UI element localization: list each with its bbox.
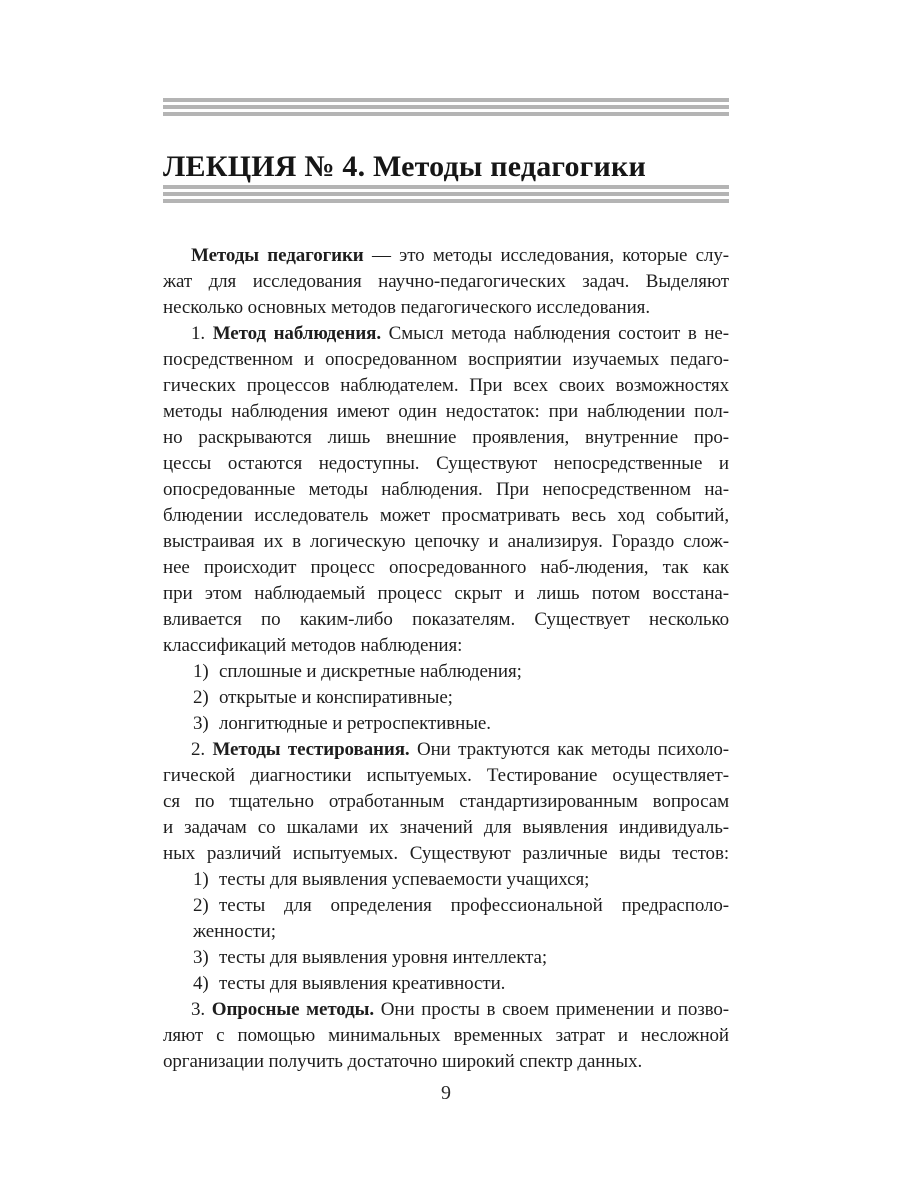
text-line: 2) тесты для определения профессиональной предрасполо- xyxy=(163,893,729,919)
text-line: вливается по каким-либо показателям. Существует несколько xyxy=(163,609,729,630)
text-line: гических процессов наблюдателем. При всех своих возможностях xyxy=(163,375,729,396)
text-line: но раскрываются лишь внешние проявления, внутренние про- xyxy=(163,427,729,448)
paragraph xyxy=(163,243,729,321)
text-line: 3. Опросные методы. Они просты в своем применении и позво- xyxy=(191,999,729,1020)
text-line: Методы педагогики — это методы исследования, которые слу- xyxy=(191,245,729,266)
text-line: 3) тесты для выявления уровня интеллекта; xyxy=(163,945,729,971)
text-line: 1. Метод наблюдения. Смысл метода наблюдения состоит в не- xyxy=(191,323,729,344)
text-line: классификаций методов наблюдения: xyxy=(163,635,463,656)
list-marker: 3) xyxy=(193,947,209,968)
text-line: цессы остаются недоступны. Существуют непосредственные и xyxy=(163,453,729,474)
chapter-title: ЛЕКЦИЯ № 4. Методы педагогики xyxy=(163,150,646,184)
text-line: 1) сплошные и дискретные наблюдения; xyxy=(163,659,729,685)
decorative-rule-top xyxy=(163,98,729,116)
list-marker: 1) xyxy=(193,661,209,682)
text-line: блюдении исследователь может просматривать весь ход событий, xyxy=(163,505,729,526)
text-line: гической диагностики испытуемых. Тестирование осуществляет- xyxy=(163,765,729,786)
lecture-body xyxy=(163,243,729,1075)
text-line: жат для исследования научно-педагогических задач. Выделяют xyxy=(163,271,729,292)
text-line: опосредованные методы наблюдения. При непосредственном на- xyxy=(163,479,729,500)
text-line: несколько основных методов педагогического исследования. xyxy=(163,297,650,318)
text-line: организации получить достаточно широкий спектр данных. xyxy=(163,1051,643,1072)
list-item xyxy=(163,945,729,971)
text-line: 2. Методы тестирования. Они трактуются как методы психоло- xyxy=(191,739,729,760)
list-marker: 4) xyxy=(193,973,209,994)
rule-bar xyxy=(163,192,729,196)
list-item xyxy=(163,711,729,737)
list-item xyxy=(163,659,729,685)
list-marker: 1) xyxy=(193,869,209,890)
list-marker: 3) xyxy=(193,713,209,734)
rule-bar xyxy=(163,112,729,116)
paragraph xyxy=(163,737,729,867)
rule-bar xyxy=(163,199,729,203)
list-item xyxy=(163,867,729,893)
text-line: методы наблюдения имеют один недостаток: при наблюдении пол- xyxy=(163,401,729,422)
text-line: ся по тщательно отработанным стандартизированным вопросам xyxy=(163,791,729,812)
page-number: 9 xyxy=(441,1082,451,1104)
decorative-rule-bottom xyxy=(163,185,729,203)
text-line: 4) тесты для выявления креативности. xyxy=(163,971,729,997)
numbered-list xyxy=(163,659,729,737)
paragraph xyxy=(163,321,729,659)
list-marker: 2) xyxy=(193,895,209,916)
text-line: 3) лонгитюдные и ретроспективные. xyxy=(163,711,729,737)
list-item xyxy=(163,685,729,711)
text-line: 2) открытые и конспиративные; xyxy=(163,685,729,711)
list-item xyxy=(163,893,729,945)
text-line: ляют с помощью минимальных временных затрат и несложной xyxy=(163,1025,729,1046)
rule-bar xyxy=(163,105,729,109)
rule-bar xyxy=(163,185,729,189)
numbered-list xyxy=(163,867,729,997)
text-line: выстраивая их в логическую цепочку и анализируя. Гораздо слож- xyxy=(163,531,729,552)
text-line: посредственном и опосредованном восприятии изучаемых педаго- xyxy=(163,349,729,370)
text-line: при этом наблюдаемый процесс скрыт и лишь потом восстана- xyxy=(163,583,729,604)
rule-bar xyxy=(163,98,729,102)
paragraph xyxy=(163,997,729,1075)
text-line: и задачам со шкалами их значений для выявления индивидуаль- xyxy=(163,817,729,838)
list-marker: 2) xyxy=(193,687,209,708)
text-line: 1) тесты для выявления успеваемости учащихся; xyxy=(163,867,729,893)
text-line: женности; xyxy=(193,921,276,942)
text-line: нее происходит процесс опосредованного наб-людения, так как xyxy=(163,557,729,578)
list-item xyxy=(163,971,729,997)
text-line: ных различий испытуемых. Существуют различные виды тестов: xyxy=(163,843,729,864)
